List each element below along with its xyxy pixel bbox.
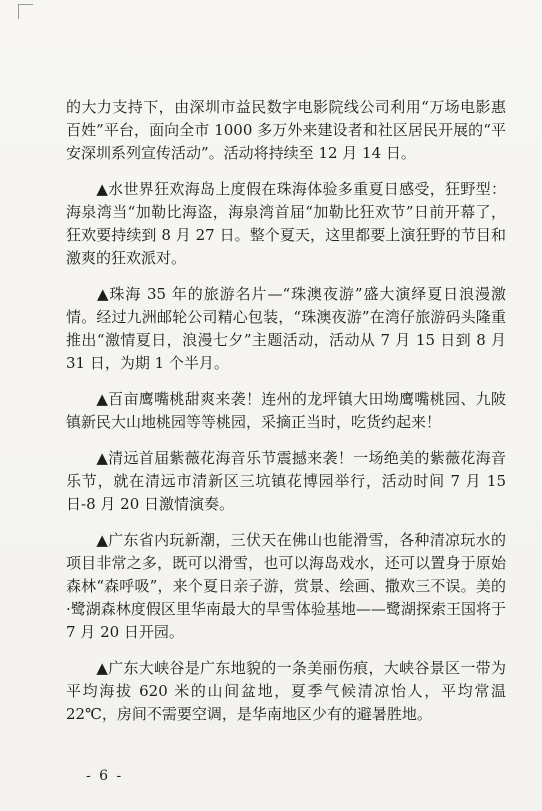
paragraph-zhuhai-night-tour — [66, 283, 506, 375]
paragraph-text: 的大力支持下，由深圳市益民数字电影院线公司利用“万场电影惠百姓”平台，面向全市 1000 多万外来建设者和社区居民开展的“平安深圳系列宣传活动”。活动将持续至 12 月 14 日。 — [66, 98, 506, 162]
paragraph-water-world — [66, 178, 506, 270]
document-body — [66, 96, 506, 739]
paragraph-text: ▲广东省内玩新潮，三伏天在佛山也能滑雪，各种清凉玩水的项目非常之多，既可以滑雪，也可以海岛戏水，还可以置身于原始森林“森呼吸”，来个夏日亲子游，赏景、绘画、撒欢三不误。美的·鹭湖森林度假区里华南最大的旱雪体验基地——鹭湖探索王国将于 7 月 20 日开园。 — [66, 531, 506, 641]
paragraph-crape-myrtle-festival — [66, 447, 506, 516]
scan-corner-mark — [18, 4, 33, 19]
paragraph-peach-picking — [66, 388, 506, 434]
paragraph-continuation — [66, 96, 506, 165]
paragraph-grand-canyon — [66, 657, 506, 726]
paragraph-text: ▲水世界狂欢海岛上度假在珠海体验多重夏日感受，狂野型：海泉湾当“加勒比海盗，海泉湾首届“加勒比狂欢节”日前开幕了，狂欢要持续到 8 月 27 日。整个夏天，这里都要上演狂野的节目和激爽的狂欢派对。 — [66, 180, 506, 267]
paragraph-text: ▲珠海 35 年的旅游名片—“珠澳夜游”盛大演绎夏日浪漫激情。经过九洲邮轮公司精心包装，“珠澳夜游”在湾仔旅游码头隆重推出“激情夏日，浪漫七夕”主题活动，活动从 7 月 15 日到 8 月 31 日，为期 1 个半月。 — [66, 285, 506, 372]
paragraph-text: ▲广东大峡谷是广东地貌的一条美丽伤痕，大峡谷景区一带为平均海拔 620 米的山间盆地，夏季气候清凉怡人，平均常温 22℃，房间不需要空调，是华南地区少有的避暑胜地。 — [66, 659, 506, 723]
page-number: - 6 - — [86, 768, 124, 784]
paragraph-text: ▲百亩鹰嘴桃甜爽来袭！连州的龙坪镇大田坳鹰嘴桃园、九陂镇新民大山地桃园等等桃园，采摘正当时，吃货约起来！ — [66, 390, 506, 431]
paragraph-foshan-skiing — [66, 529, 506, 644]
paragraph-text: ▲清远首届紫薇花海音乐节震撼来袭！一场绝美的紫薇花海音乐节，就在清远市清新区三坑镇花博园举行，活动时间 7 月 15 日-8 月 20 日激情演奏。 — [66, 449, 506, 513]
